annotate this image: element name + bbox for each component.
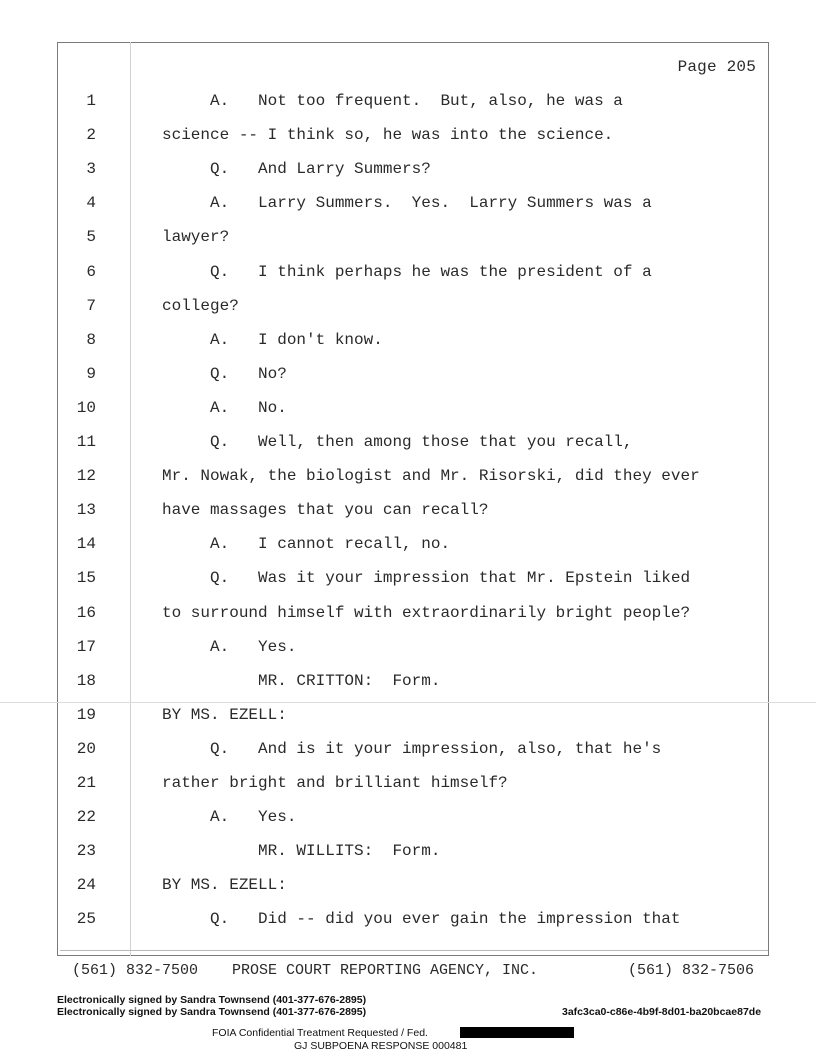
line-number: 16: [76, 603, 96, 622]
transcript-line: [0, 222, 816, 252]
page-bottom-rule: [60, 950, 768, 953]
line-text: A. Not too frequent. But, also, he was a: [162, 92, 623, 110]
line-text: MR. WILLITS: Form.: [162, 842, 441, 861]
line-text: to surround himself with extraordinarily bright people?: [162, 603, 691, 622]
line-text: A. Yes.: [162, 808, 297, 827]
transcript-line: [0, 904, 816, 934]
footer-phone-left: (561) 832-7500: [72, 962, 199, 979]
transcript-line: [0, 393, 816, 423]
transcript-line: [0, 495, 816, 525]
line-text: Q. Well, then among those that you recall,: [162, 433, 633, 451]
line-text: Mr. Nowak, the biologist and Mr. Risorski, did they ever: [162, 467, 700, 486]
line-text: Q. And is it your impression, also, that he's: [162, 739, 662, 758]
transcript-line: [0, 461, 816, 491]
line-number: 3: [86, 160, 96, 179]
footer-agency-name: PROSE COURT REPORTING AGENCY, INC.: [232, 962, 539, 979]
line-text: Q. No?: [162, 364, 287, 383]
transcript-line: [0, 563, 816, 593]
line-number: 15: [76, 569, 96, 588]
line-number: 11: [76, 433, 96, 451]
subpoena-bates-number: GJ SUBPOENA RESPONSE 000481: [294, 1040, 468, 1052]
line-number: 22: [76, 808, 96, 827]
line-number: 8: [86, 330, 96, 349]
line-number: 20: [76, 739, 96, 758]
transcript-line: [0, 325, 816, 355]
line-text: A. No.: [162, 398, 287, 417]
line-number: 25: [76, 910, 96, 929]
line-number: 10: [76, 398, 96, 417]
transcript-line: [0, 359, 816, 389]
document-hash: 3afc3ca0-c86e-4b9f-8d01-ba20bcae87de: [562, 1006, 762, 1018]
transcript-line: [0, 257, 816, 287]
esignature-line-2: Electronically signed by Sandra Townsend (401-377-676-2895): [57, 1006, 367, 1018]
line-number: 2: [86, 126, 96, 145]
line-number: 17: [76, 637, 96, 656]
transcript-line: [0, 700, 816, 730]
transcript-line: [0, 666, 816, 696]
redaction-bar: [460, 1027, 574, 1038]
transcript-line: [0, 598, 816, 628]
transcript-line: [0, 632, 816, 662]
transcript-line: [0, 802, 816, 832]
line-text: BY MS. EZELL:: [162, 705, 287, 724]
line-text: have massages that you can recall?: [162, 501, 489, 520]
line-number: 24: [76, 876, 96, 895]
line-text: science -- I think so, he was into the science.: [162, 126, 614, 145]
line-number: 12: [76, 467, 96, 486]
line-text: Q. Was it your impression that Mr. Epstein liked: [162, 569, 691, 588]
line-text: Q. I think perhaps he was the president of a: [162, 262, 652, 281]
transcript-line: [0, 154, 816, 184]
line-number: 5: [86, 228, 96, 247]
line-text: Q. Did -- did you ever gain the impression that: [162, 910, 681, 929]
line-number: 6: [86, 262, 96, 281]
line-text: MR. CRITTON: Form.: [162, 671, 441, 690]
line-text: Q. And Larry Summers?: [162, 160, 431, 179]
line-number: 14: [76, 535, 96, 554]
line-number: 1: [86, 92, 96, 110]
transcript-line: [0, 768, 816, 798]
transcript-line: [0, 529, 816, 559]
esignature-line-1: Electronically signed by Sandra Townsend (401-377-676-2895): [57, 994, 367, 1006]
transcript-line: [0, 86, 816, 116]
line-number: 4: [86, 194, 96, 213]
transcript-line: [0, 291, 816, 321]
transcript-line: [0, 120, 816, 150]
line-number: 13: [76, 501, 96, 520]
transcript-line: [0, 188, 816, 218]
footer-phone-right: (561) 832-7506: [628, 962, 755, 979]
line-text: lawyer?: [162, 228, 230, 247]
line-number: 19: [76, 705, 96, 724]
line-text: A. I don't know.: [162, 330, 383, 349]
line-text: BY MS. EZELL:: [162, 876, 287, 895]
line-text: A. Larry Summers. Yes. Larry Summers was a: [162, 194, 652, 213]
transcript-line: [0, 734, 816, 764]
line-number: 7: [86, 296, 96, 315]
line-number: 9: [86, 364, 96, 383]
foia-notice: FOIA Confidential Treatment Requested / Fed.: [212, 1027, 428, 1039]
line-text: college?: [162, 296, 239, 315]
line-number: 21: [76, 774, 96, 792]
line-text: rather bright and brilliant himself?: [162, 774, 508, 792]
line-text: A. I cannot recall, no.: [162, 535, 451, 554]
line-number: 18: [76, 671, 96, 690]
page-number-label: Page 205: [677, 58, 756, 76]
transcript-line: [0, 836, 816, 866]
line-text: A. Yes.: [162, 637, 297, 656]
transcript-line: [0, 427, 816, 457]
transcript-line: [0, 870, 816, 900]
line-number: 23: [76, 842, 96, 861]
